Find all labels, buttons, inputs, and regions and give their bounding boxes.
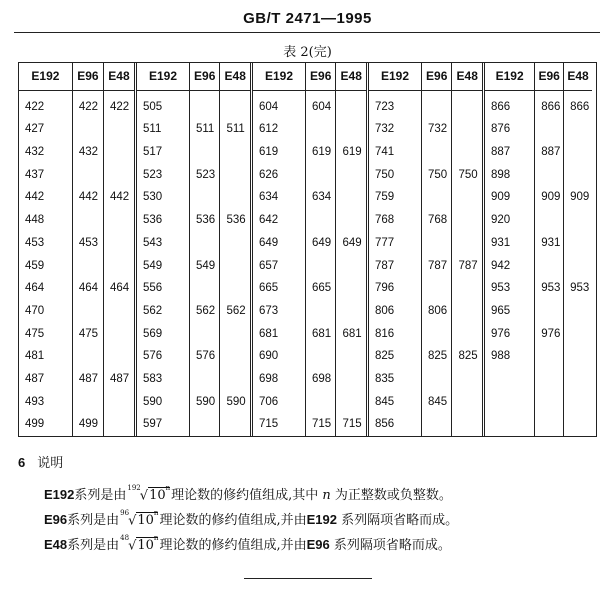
note-text: 系列隔项省略而成。 [341,513,459,528]
table-cell [190,277,220,300]
table-column [137,63,189,436]
header-rule [14,32,600,33]
table-cell: 825 [427,350,448,363]
table-cell [220,413,250,436]
table-cell [564,209,592,232]
table-cell: 816 [375,327,395,340]
table-cell: 706 [259,395,279,408]
standard-header: GB/T 2471—1995 [243,10,372,27]
table-cell: 576 [195,350,216,363]
radical-expression: $^{48}$√10$^n$ [120,533,159,553]
table-cell [336,209,366,232]
table-cell: 649 [342,236,362,249]
table-cell: 698 [259,372,279,385]
table-cell [104,413,134,436]
table-cell: 453 [25,236,45,249]
table-cell [452,413,482,436]
radicand-exponent: n [165,483,171,492]
table-cell: 442 [109,191,130,204]
table-column [72,63,103,436]
table-cell: 626 [259,168,279,181]
table-cell [306,164,336,187]
note-series: E48 [44,537,68,552]
table-cell: 422 [109,100,130,113]
table-cell: 481 [25,350,45,363]
table-cell: 604 [259,100,279,113]
table-cell: 576 [143,350,163,363]
table-cell [485,413,534,436]
table-cell: 887 [541,146,561,159]
resistor-series-table [18,62,597,437]
table-cell: 732 [427,123,448,136]
table-column [451,63,482,436]
table-cell: 536 [195,214,216,227]
table-cell [564,300,592,323]
table-cell: 787 [427,259,448,272]
section-heading [18,452,63,471]
table-cell [336,255,366,278]
table-cell: 442 [78,191,99,204]
note-text: 系列是由 [74,488,127,503]
table-cell [73,209,103,232]
radicand-base: 10 [149,488,166,503]
table-cell [190,323,220,346]
table-cell: 597 [143,418,163,431]
table-cell: 825 [458,350,478,363]
table-cell [452,232,482,255]
table-cell [452,323,482,346]
table-cell: 777 [375,236,395,249]
table-cell: 876 [491,123,511,136]
table-cell: 681 [342,327,362,340]
column-header: E48 [220,63,250,91]
table-cell [220,186,250,209]
table-cell: 459 [25,259,45,272]
table-cell [452,186,482,209]
table-cell: 741 [375,146,395,159]
table-cell [104,118,134,141]
table-group [366,63,482,436]
note-text: 理论数的修约值组成,其中 [171,488,319,503]
table-cell: 612 [259,123,279,136]
note-text: 理论数的修约值组成,并由 [159,538,307,553]
table-cell: 698 [311,372,332,385]
table-cell [190,141,220,164]
table-cell [452,368,482,391]
table-cell: 523 [195,168,216,181]
table-cell [306,391,336,414]
table-cell [535,300,563,323]
table-cell [564,164,592,187]
table-cell [220,164,250,187]
table-cell: 768 [375,214,395,227]
table-cell: 787 [458,259,478,272]
table-cell: 920 [491,214,511,227]
table-cell: 583 [143,372,163,385]
table-cell [452,300,482,323]
table-cell: 953 [491,282,511,295]
table-cell [485,391,534,414]
table-cell [422,232,452,255]
table-cell: 887 [491,146,511,159]
table-column [19,63,72,436]
table-cell: 931 [491,236,511,249]
table-cell: 768 [427,214,448,227]
table-cell: 619 [259,146,279,159]
table-cell [306,300,336,323]
table-cell [535,413,563,436]
table-cell [104,345,134,368]
table-cell [422,413,452,436]
table-group [19,63,134,436]
table-cell: 665 [311,282,332,295]
table-cell [104,323,134,346]
note-text: 系列是由 [67,538,120,553]
column-header: E48 [564,63,592,91]
table-column [253,63,305,436]
table-cell: 562 [226,304,246,317]
note-e96 [44,509,458,528]
table-cell [104,141,134,164]
table-cell [104,232,134,255]
table-cell [422,323,452,346]
table-cell [220,277,250,300]
table-cell: 549 [143,259,163,272]
table-cell: 825 [375,350,395,363]
table-cell [73,255,103,278]
table-cell: 511 [195,123,215,136]
column-header: E96 [422,63,452,91]
table-cell: 953 [541,282,561,295]
table-cell: 536 [143,214,163,227]
table-cell [336,186,366,209]
table-cell [336,118,366,141]
table-cell [564,232,592,255]
column-header: E192 [253,63,305,91]
table-cell [564,141,592,164]
note-text: 理论数的修约值组成,并由 [159,513,307,528]
table-cell: 806 [375,304,395,317]
table-cell [220,141,250,164]
table-cell [306,209,336,232]
table-cell [220,345,250,368]
table-column [485,63,534,436]
table-cell: 953 [570,282,590,295]
table-column [335,63,366,436]
table-cell: 642 [259,214,279,227]
table-cell: 976 [541,327,561,340]
table-cell: 750 [458,168,478,181]
note-text: 系列隔项省略而成。 [333,538,451,553]
note-ref-series: E96 [306,537,330,552]
table-cell [190,413,220,436]
note-ref-series: E192 [306,512,337,527]
table-cell: 562 [143,304,163,317]
table-cell: 898 [491,168,511,181]
table-cell: 437 [25,168,45,181]
table-group [250,63,366,436]
table-cell [422,186,452,209]
table-cell [336,368,366,391]
note-text: 为正整数或负整数。 [334,488,452,503]
column-header: E192 [19,63,72,91]
note-series: E96 [44,512,68,527]
table-caption: 表 2(完) [283,45,332,60]
table-cell [336,96,366,119]
table-cell: 845 [375,395,395,408]
table-cell: 549 [195,259,216,272]
root-index: 96 [120,508,130,517]
table-cell: 464 [78,282,99,295]
table-cell: 530 [143,191,163,204]
table-cell: 604 [311,100,332,113]
table-cell: 681 [311,327,332,340]
table-column [534,63,563,436]
table-cell [535,164,563,187]
table-cell [535,255,563,278]
note-series: E192 [44,487,75,502]
column-header: E192 [137,63,189,91]
table-cell: 634 [311,191,332,204]
table-cell: 511 [226,123,245,136]
column-header: E96 [535,63,563,91]
table-cell: 787 [375,259,395,272]
table-cell [220,96,250,119]
table-cell: 442 [25,191,45,204]
table-cell: 475 [78,327,99,340]
table-cell [452,141,482,164]
table-cell: 562 [195,304,216,317]
radicand-base: 10 [137,538,154,553]
table-cell: 523 [143,168,163,181]
table-cell [564,118,592,141]
table-cell: 845 [427,395,448,408]
table-cell [485,368,534,391]
table-cell: 499 [25,418,45,431]
table-cell: 665 [259,282,279,295]
table-cell: 517 [143,146,163,159]
table-cell [190,186,220,209]
table-cell: 856 [375,418,395,431]
table-cell: 543 [143,236,163,249]
radicand-exponent: n [153,533,159,542]
radical-expression: $^{192}$√10$^n$ [127,483,171,503]
column-header: E96 [190,63,220,91]
radicand-base: 10 [137,513,154,528]
table-cell: 723 [375,100,395,113]
radical-expression: $^{96}$√10$^n$ [120,508,159,528]
table-cell [220,255,250,278]
table-cell: 796 [375,282,395,295]
table-column [219,63,250,436]
table-cell: 909 [541,191,561,204]
table-cell: 866 [541,100,561,113]
table-cell [564,413,592,436]
column-header: E192 [369,63,421,91]
table-cell [452,118,482,141]
table-cell: 866 [491,100,511,113]
table-cell [535,118,563,141]
table-cell [220,232,250,255]
table-cell: 634 [259,191,279,204]
table-cell [73,118,103,141]
table-column [189,63,220,436]
section-number: 6 [18,455,26,470]
table-cell [73,300,103,323]
table-cell: 464 [109,282,130,295]
table-cell: 493 [25,395,45,408]
radicand-exponent: n [153,508,159,517]
table-cell [306,255,336,278]
table-cell: 432 [78,146,99,159]
column-header: E48 [104,63,134,91]
table-cell: 976 [491,327,511,340]
column-header: E48 [336,63,366,91]
table-cell: 649 [259,236,279,249]
table-cell [452,96,482,119]
table-cell [564,323,592,346]
table-cell [422,277,452,300]
column-header: E48 [452,63,482,91]
table-cell [422,96,452,119]
table-cell: 590 [143,395,163,408]
table-cell: 909 [570,191,590,204]
table-cell: 965 [491,304,511,317]
table-cell: 448 [25,214,45,227]
table-cell: 475 [25,327,45,340]
table-cell [535,391,563,414]
table-cell [535,368,563,391]
table-cell [452,277,482,300]
table-cell [336,345,366,368]
table-column [305,63,336,436]
table-cell: 569 [143,327,163,340]
table-cell: 432 [25,146,45,159]
table-cell: 806 [427,304,448,317]
table-cell [422,368,452,391]
table-cell: 750 [375,168,395,181]
note-e48 [44,534,451,553]
table-cell: 556 [143,282,163,295]
table-cell: 750 [427,168,448,181]
table-cell [564,345,592,368]
table-cell [422,141,452,164]
column-header: E192 [485,63,534,91]
note-e192 [44,484,452,503]
root-index: 48 [120,533,130,542]
table-cell [190,96,220,119]
table-cell: 715 [311,418,332,431]
table-cell: 988 [491,350,511,363]
table-cell: 619 [342,146,362,159]
table-column [369,63,421,436]
table-cell: 619 [311,146,332,159]
table-cell [104,391,134,414]
table-cell [104,209,134,232]
table-cell [306,345,336,368]
table-cell [564,368,592,391]
table-group [482,63,592,436]
table-cell: 681 [259,327,279,340]
footer-rule [244,578,372,579]
table-cell: 487 [109,372,130,385]
table-cell: 487 [78,372,99,385]
table-cell: 427 [25,123,45,136]
table-cell: 487 [25,372,45,385]
table-cell [336,300,366,323]
table-cell [220,368,250,391]
table-cell: 511 [143,123,162,136]
table-cell [535,209,563,232]
note-text: 系列是由 [67,513,120,528]
table-cell [336,277,366,300]
table-cell: 590 [226,395,246,408]
table-cell: 649 [311,236,332,249]
table-cell [564,255,592,278]
table-cell [104,255,134,278]
table-cell [336,391,366,414]
table-group [134,63,250,436]
note-variable: n [322,488,331,503]
table-cell: 470 [25,304,45,317]
table-cell [535,345,563,368]
table-cell [73,391,103,414]
root-index: 192 [127,483,141,492]
table-cell: 673 [259,304,279,317]
column-header: E96 [73,63,103,91]
table-cell [306,118,336,141]
table-column [563,63,592,436]
table-cell: 759 [375,191,395,204]
table-cell: 942 [491,259,511,272]
table-cell: 715 [342,418,362,431]
table-cell: 536 [226,214,246,227]
table-cell [104,300,134,323]
table-cell: 590 [195,395,216,408]
table-cell: 422 [78,100,99,113]
table-cell: 866 [570,100,590,113]
table-column [421,63,452,436]
table-cell [190,368,220,391]
table-cell [452,209,482,232]
table-cell: 732 [375,123,395,136]
table-cell: 835 [375,372,395,385]
table-cell: 499 [78,418,99,431]
table-cell [564,391,592,414]
table-cell [190,232,220,255]
table-cell: 690 [259,350,279,363]
table-cell [73,345,103,368]
table-cell [73,164,103,187]
table-cell: 931 [541,236,561,249]
table-cell: 657 [259,259,279,272]
table-cell [336,164,366,187]
table-cell: 505 [143,100,163,113]
table-cell [452,391,482,414]
table-cell: 464 [25,282,45,295]
table-cell [104,164,134,187]
table-cell: 422 [25,100,45,113]
table-cell [220,323,250,346]
table-column [103,63,134,436]
section-title: 说明 [37,455,64,470]
table-cell: 715 [259,418,279,431]
table-cell: 909 [491,191,511,204]
table-cell: 453 [78,236,99,249]
column-header: E96 [306,63,336,91]
